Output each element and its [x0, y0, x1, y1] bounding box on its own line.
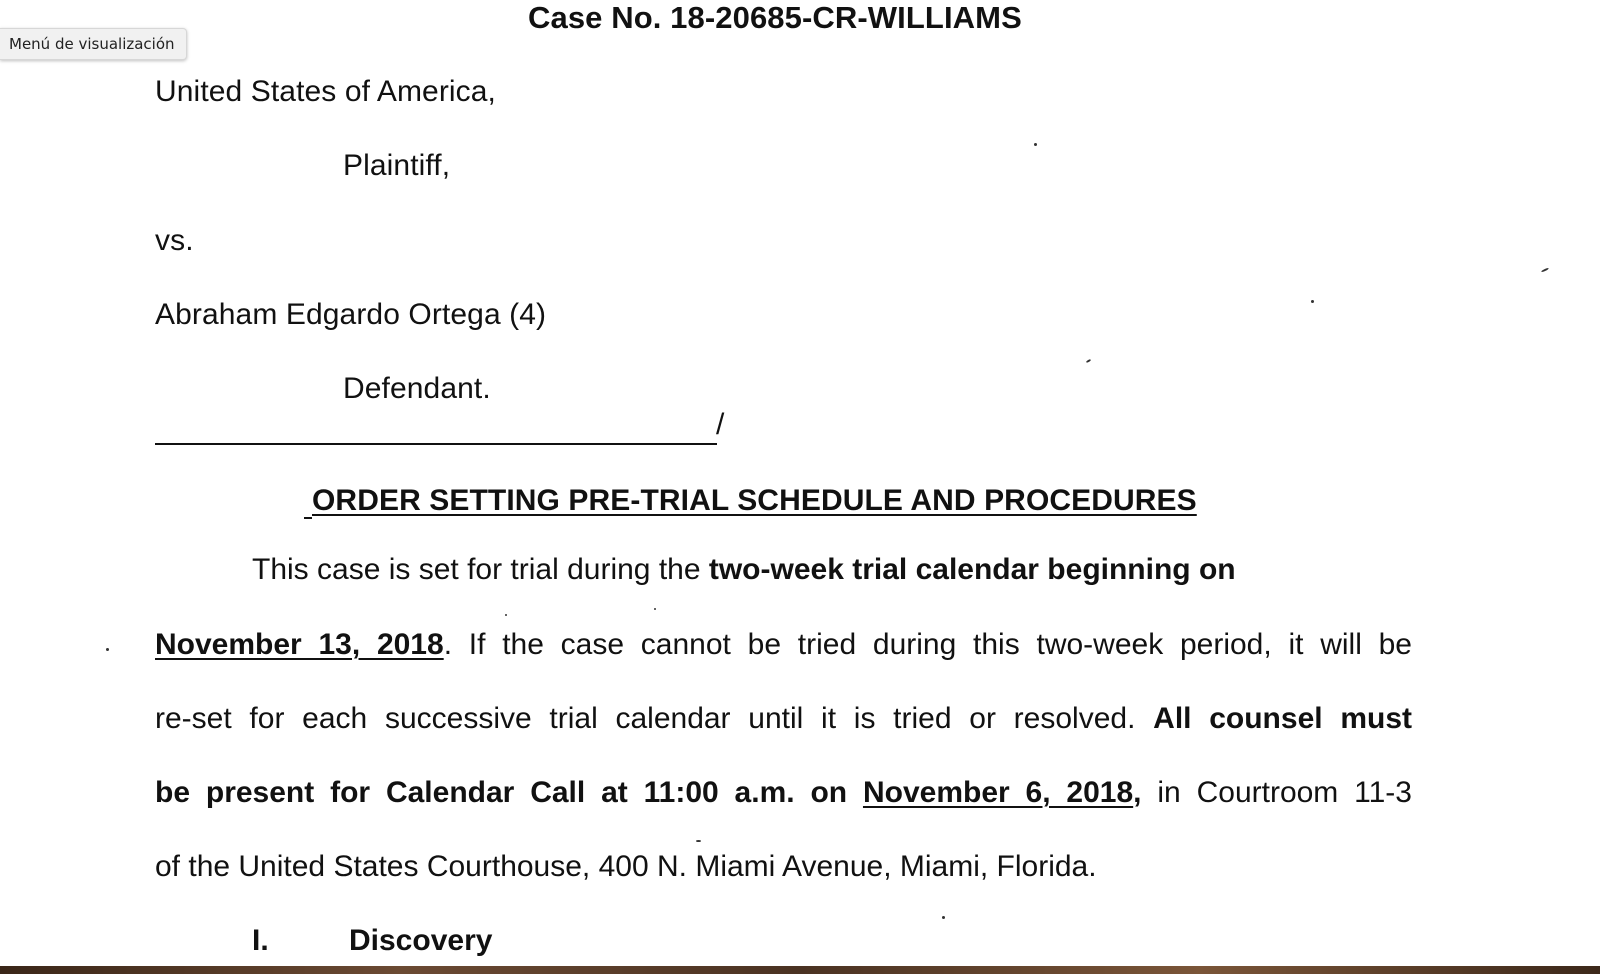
- section-title: Discovery: [349, 924, 493, 957]
- order-line4-rest: in Courtroom 11-3: [1141, 776, 1412, 809]
- calendar-call-comma: ,: [1133, 776, 1142, 809]
- view-menu-button[interactable]: Menú de visualización: [0, 28, 187, 60]
- order-line4-bold: be present for Calendar Call at 11:00 a.m. on: [155, 776, 863, 809]
- scan-speck: [654, 608, 656, 610]
- case-number: Case No. 18-20685-CR-WILLIAMS: [528, 0, 1022, 35]
- order-paragraph-line-4: [155, 774, 1412, 812]
- versus-label: vs.: [155, 224, 194, 257]
- section-number: I.: [252, 924, 269, 957]
- scan-speck: [942, 916, 945, 919]
- calendar-call-date: [863, 776, 1142, 809]
- caption-separator-line: [155, 443, 717, 445]
- scan-speck: [1311, 300, 1314, 303]
- scan-speck: [106, 648, 109, 651]
- order-line3-bold: All counsel must: [1153, 702, 1412, 735]
- order-line1-plain: This case is set for trial during the: [252, 553, 709, 586]
- scan-speck: [1086, 359, 1091, 363]
- order-line5: of the United States Courthouse, 400 N. Miami Avenue, Miami, Florida.: [155, 850, 1097, 883]
- scan-speck: [505, 614, 507, 616]
- order-line1-bold: two-week trial calendar beginning on: [708, 553, 1236, 586]
- plaintiff-role: Plaintiff,: [343, 149, 451, 182]
- order-paragraph-line-3: [155, 700, 1412, 738]
- calendar-call-date-text: November 6, 2018: [862, 776, 1134, 809]
- desktop-background-strip: [0, 966, 1600, 974]
- order-title: ORDER SETTING PRE-TRIAL SCHEDULE AND PROCEDURES: [312, 484, 1197, 517]
- defendant-role: Defendant.: [343, 372, 491, 405]
- caption-separator-slash: /: [716, 408, 725, 441]
- trial-date: [155, 628, 444, 661]
- title-underline-lead: [304, 517, 312, 519]
- scan-speck: [1541, 267, 1549, 272]
- plaintiff-name: United States of America,: [155, 75, 496, 108]
- order-line3-plain: re-set for each successive trial calendar until it is tried or resolved.: [155, 702, 1154, 735]
- scan-speck: [696, 840, 701, 842]
- defendant-name: Abraham Edgardo Ortega (4): [155, 298, 547, 331]
- order-paragraph-line-1: [252, 551, 1236, 589]
- order-paragraph-line-2: [155, 626, 1412, 664]
- scan-speck: [1034, 143, 1037, 146]
- trial-date-text: November 13, 2018: [155, 628, 444, 661]
- order-line2-rest: . If the case cannot be tried during this two-week period, it will be: [443, 628, 1412, 661]
- order-paragraph-line-5: [155, 848, 1412, 886]
